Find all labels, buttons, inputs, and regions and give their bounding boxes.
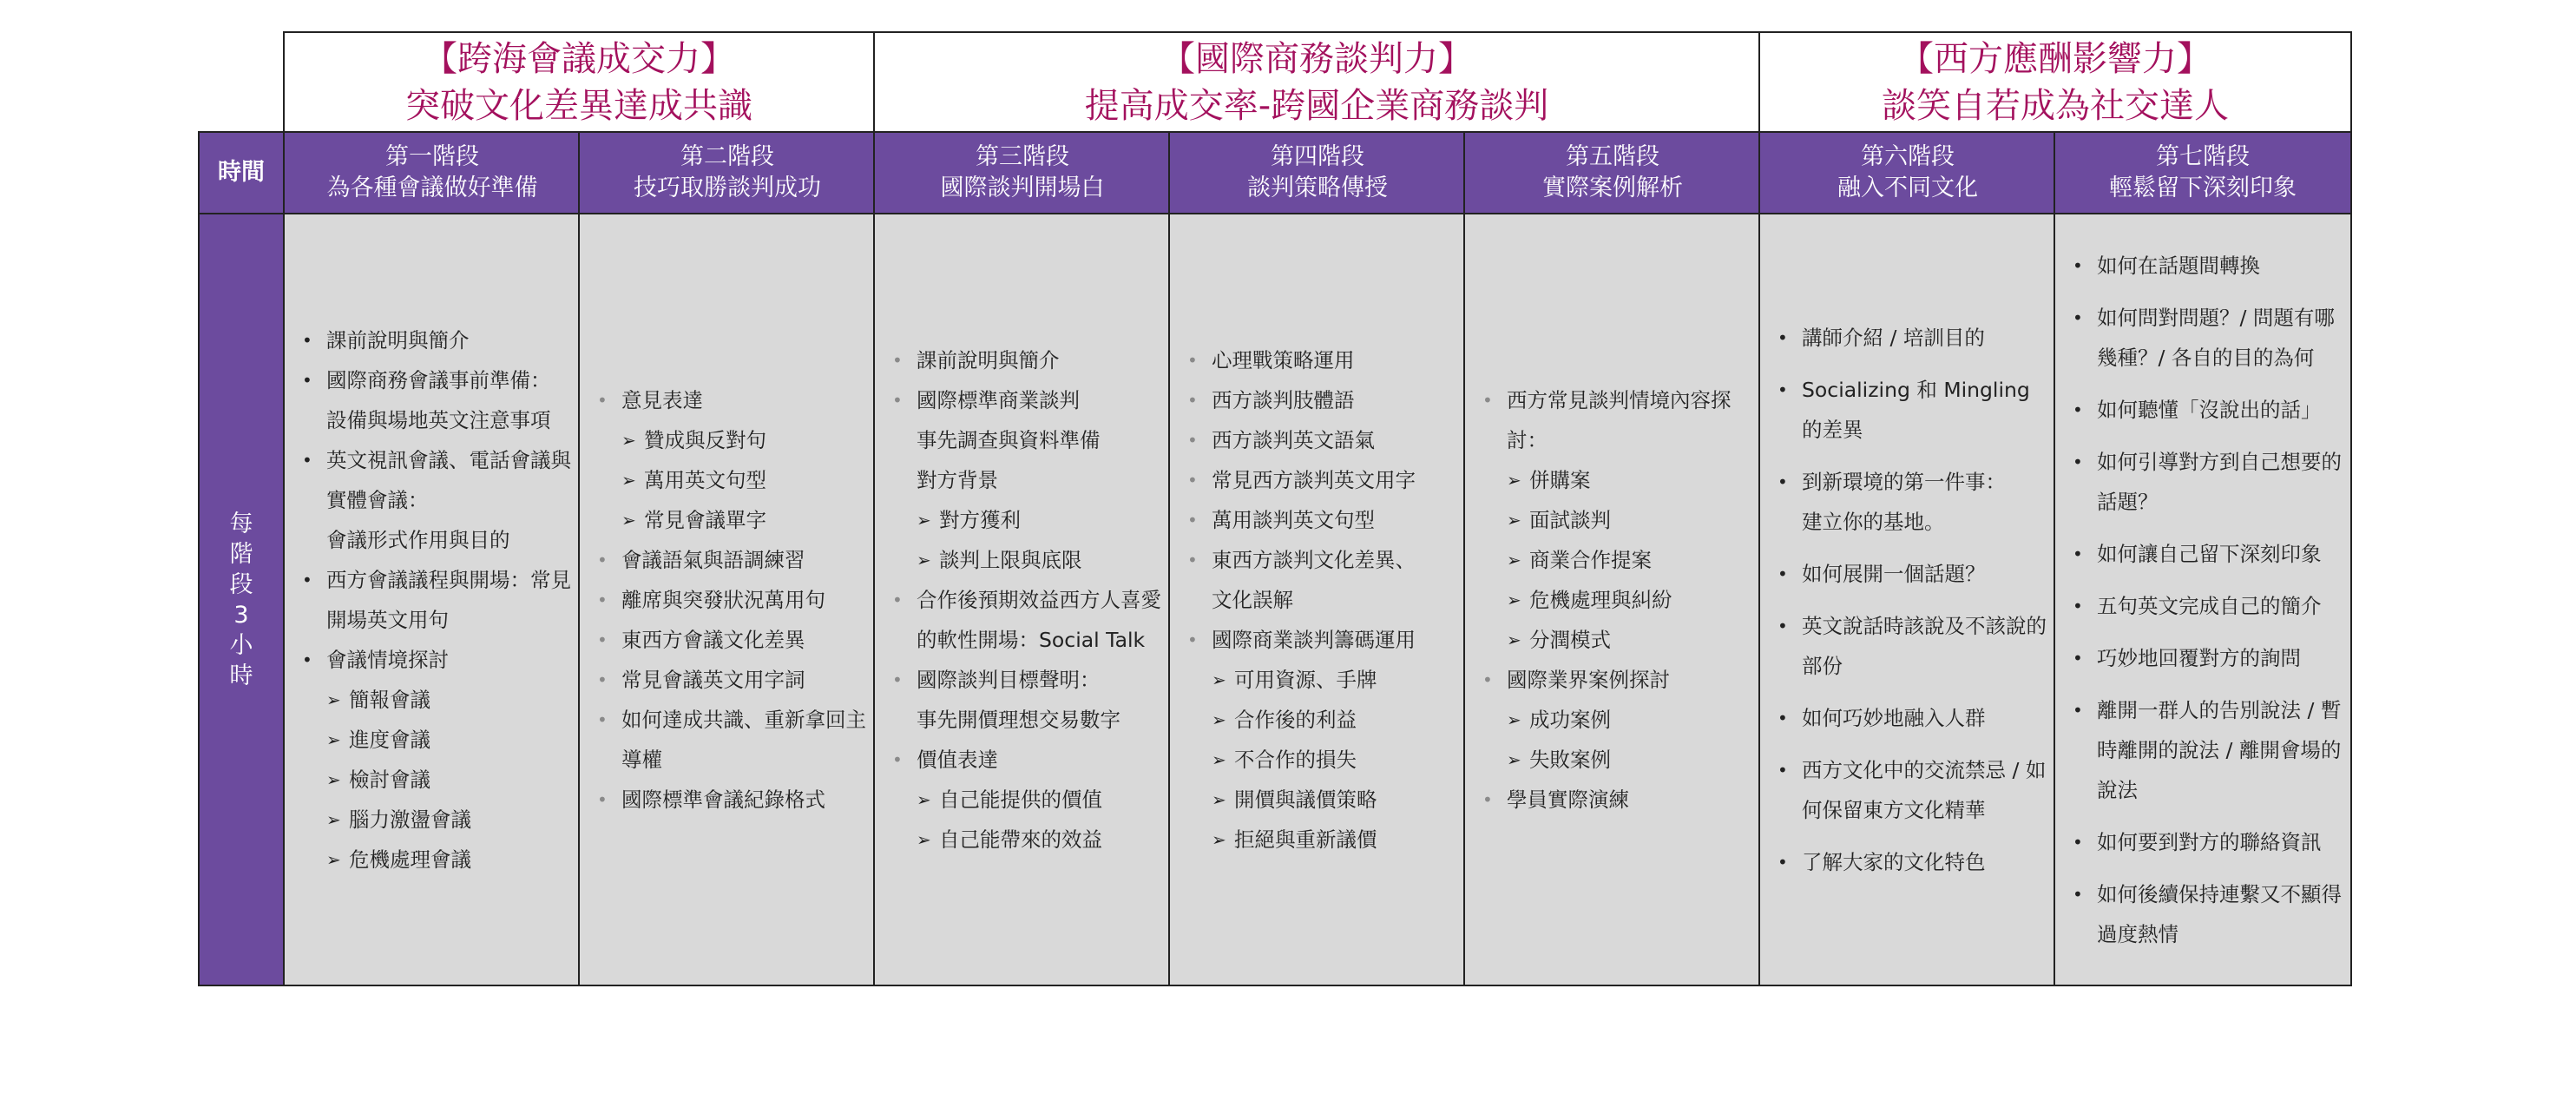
stage-header-6 <box>1758 131 2057 214</box>
bullet-icon: • <box>2073 699 2083 721</box>
stage-title: 第七階段 <box>2156 143 2250 170</box>
stage-subtitle: 輕鬆留下深刻印象 <box>2109 175 2297 201</box>
list-item <box>1482 660 1755 780</box>
group-title: 【跨海會議成交力】 <box>423 38 735 79</box>
list-item <box>1482 380 1755 660</box>
bullet-icon: • <box>1482 389 1493 411</box>
group-header-meeting <box>283 31 875 133</box>
list-item <box>892 740 1165 860</box>
list-item <box>892 660 1165 740</box>
sub-list-item <box>917 500 1165 540</box>
arrow-bullet-icon: ➢ <box>621 469 636 491</box>
list-item <box>1778 554 2050 594</box>
bullet-icon: • <box>1187 509 1198 531</box>
arrow-bullet-icon: ➢ <box>1212 669 1226 690</box>
stage-content-6 <box>1758 213 2057 986</box>
group-subtitle: 提高成交率-跨國企業商務談判 <box>1084 85 1549 126</box>
stage-content-7 <box>2054 213 2352 986</box>
arrow-bullet-icon: ➢ <box>326 689 341 710</box>
bullet-icon: • <box>892 349 903 371</box>
bullet-icon: • <box>1778 851 1788 873</box>
bullet-icon: • <box>2073 883 2083 905</box>
stage-header-4 <box>1168 131 1467 214</box>
list-item <box>302 320 575 360</box>
stage-header-1 <box>283 131 582 214</box>
list-item-text: 如何聽懂「沒說出的話」 <box>2097 397 2322 422</box>
sub-list-item-text: 危機處理與糾紛 <box>1529 587 1672 612</box>
list-item-text: 如何引導對方到自己想要的話題？ <box>2097 449 2342 514</box>
list-item <box>1187 500 1460 540</box>
list-item-text: 如何展開一個話題？ <box>1802 561 1986 586</box>
list-item <box>597 540 870 580</box>
list-item-text: 國際商業談判籌碼運用 <box>1212 627 1416 652</box>
list-item-text: 會議語氣與語調練習 <box>621 547 805 572</box>
bullet-icon: • <box>1778 759 1788 781</box>
sub-list-item-text: 進度會議 <box>349 727 430 752</box>
stage-content-5 <box>1463 213 1762 986</box>
list-item <box>2073 874 2345 954</box>
sub-list-item-text: 不合作的損失 <box>1234 747 1357 772</box>
duration-side-label <box>198 213 285 986</box>
list-item <box>892 340 1165 380</box>
list-item <box>2073 246 2345 286</box>
list-item-text: 國際商務會議事前準備： 設備與場地英文注意事項 <box>326 367 551 432</box>
stage-subtitle: 國際談判開場白 <box>940 175 1105 201</box>
group-subtitle: 談笑自若成為社交達人 <box>1882 85 2229 126</box>
group-header-social <box>1758 31 2352 133</box>
list-item-text: 如何要到對方的聯絡資訊 <box>2097 829 2322 854</box>
sub-list-item <box>1507 580 1755 620</box>
group-header-negotiation <box>873 31 1760 133</box>
stage-content-1 <box>283 213 582 986</box>
list-item-text: 國際業界案例探討 <box>1507 667 1670 692</box>
sub-list-item <box>1212 700 1460 740</box>
bullet-icon: • <box>2073 306 2083 328</box>
sub-list-item-text: 談判上限與底限 <box>939 547 1082 572</box>
sub-list-item-text: 危機處理會議 <box>349 847 471 872</box>
bullet-icon: • <box>302 329 312 351</box>
course-schedule-table <box>198 31 2352 986</box>
stage-content-2 <box>578 213 877 986</box>
sub-list-item <box>326 800 575 840</box>
sub-list-item-text: 合作後的利益 <box>1234 707 1357 732</box>
arrow-bullet-icon: ➢ <box>326 848 341 870</box>
sub-list-item-text: 腦力激盪會議 <box>349 807 471 832</box>
bullet-icon: • <box>597 708 608 730</box>
bullet-icon: • <box>892 748 903 770</box>
sub-list-item <box>621 460 870 500</box>
sub-list-item-text: 簡報會議 <box>349 687 430 712</box>
bullet-icon: • <box>2073 595 2083 616</box>
arrow-bullet-icon: ➢ <box>917 828 931 850</box>
list-item-text: 離開一群人的告別說法 / 暫時離開的說法 / 離開會場的說法 <box>2097 697 2342 802</box>
list-item <box>2073 534 2345 574</box>
list-item-text: 英文說話時該說及不該說的部份 <box>1802 613 2047 678</box>
sub-list-item <box>1212 820 1460 860</box>
sub-list-item-text: 併購案 <box>1529 467 1591 492</box>
list-item <box>597 620 870 660</box>
list-item <box>2073 822 2345 862</box>
sub-list-item-text: 可用資源、手牌 <box>1234 667 1377 692</box>
list-item <box>1778 606 2050 686</box>
bullet-icon: • <box>1187 429 1198 451</box>
list-item-text: 萬用談判英文句型 <box>1212 507 1375 532</box>
arrow-bullet-icon: ➢ <box>1507 549 1521 570</box>
bullet-icon: • <box>302 569 312 590</box>
sub-list-item <box>1507 700 1755 740</box>
list-item <box>2073 638 2345 678</box>
sub-list-item-text: 分潤模式 <box>1529 627 1611 652</box>
list-item-text: 如何後續保持連繫又不顯得過度熱情 <box>2097 881 2342 946</box>
arrow-bullet-icon: ➢ <box>326 768 341 790</box>
bullet-icon: • <box>2073 647 2083 669</box>
sub-list-item <box>1507 740 1755 780</box>
bullet-icon: • <box>1187 629 1198 650</box>
bullet-icon: • <box>597 669 608 690</box>
list-item <box>2073 690 2345 810</box>
stage-subtitle: 談判策略傳授 <box>1247 175 1388 201</box>
list-item <box>597 580 870 620</box>
stage-content-3 <box>873 213 1172 986</box>
bullet-icon: • <box>892 589 903 610</box>
list-item <box>1187 540 1460 620</box>
list-item-text: 西方談判英文語氣 <box>1212 427 1375 452</box>
arrow-bullet-icon: ➢ <box>1507 509 1521 531</box>
list-item <box>1778 462 2050 542</box>
sub-list-item-text: 失敗案例 <box>1529 747 1611 772</box>
stage-title: 第五階段 <box>1566 143 1659 170</box>
bullet-icon: • <box>597 389 608 411</box>
list-item <box>1778 698 2050 738</box>
arrow-bullet-icon: ➢ <box>326 808 341 830</box>
arrow-bullet-icon: ➢ <box>621 429 636 451</box>
stage-title: 第二階段 <box>680 143 774 170</box>
stage-subtitle: 融入不同文化 <box>1837 175 1978 201</box>
list-item-text: 五句英文完成自己的簡介 <box>2097 593 2322 618</box>
list-item-text: 離席與突發狀況萬用句 <box>621 587 825 612</box>
sub-list-item-text: 面試談判 <box>1529 507 1611 532</box>
sub-list-item-text: 商業合作提案 <box>1529 547 1652 572</box>
bullet-icon: • <box>892 669 903 690</box>
list-item-text: 英文視訊會議、電話會議與實體會議： 會議形式作用與目的 <box>326 447 571 552</box>
list-item-text: 如何達成共識、重新拿回主導權 <box>621 707 866 772</box>
bullet-icon: • <box>597 549 608 570</box>
arrow-bullet-icon: ➢ <box>1507 748 1521 770</box>
bullet-icon: • <box>302 649 312 670</box>
list-item <box>2073 586 2345 626</box>
group-subtitle: 突破文化差異達成共識 <box>405 85 752 126</box>
sub-list-item-text: 開價與議價策略 <box>1234 787 1377 812</box>
arrow-bullet-icon: ➢ <box>917 788 931 810</box>
stage-title: 第三階段 <box>976 143 1069 170</box>
arrow-bullet-icon: ➢ <box>1212 708 1226 730</box>
list-item-text: 巧妙地回覆對方的詢問 <box>2097 645 2301 670</box>
arrow-bullet-icon: ➢ <box>621 509 636 531</box>
list-item-text: 講師介紹 / 培訓目的 <box>1802 325 1985 350</box>
arrow-bullet-icon: ➢ <box>1507 629 1521 650</box>
bullet-icon: • <box>597 629 608 650</box>
sub-list-item <box>1507 540 1755 580</box>
list-item <box>1778 318 2050 358</box>
stage-header-3 <box>873 131 1172 214</box>
list-item <box>302 640 575 880</box>
list-item <box>1482 780 1755 820</box>
stage-subtitle: 技巧取勝談判成功 <box>634 175 821 201</box>
bullet-icon: • <box>1778 563 1788 584</box>
stage-subtitle: 為各種會議做好準備 <box>326 175 538 201</box>
list-item <box>1187 340 1460 380</box>
list-item-text: 常見會議英文用字詞 <box>621 667 805 692</box>
sub-list-item-text: 萬用英文句型 <box>644 467 766 492</box>
stage-header-7 <box>2054 131 2352 214</box>
stage-header-2 <box>578 131 877 214</box>
list-item-text: 課前說明與簡介 <box>326 327 470 353</box>
list-item <box>1187 460 1460 500</box>
list-item <box>2073 442 2345 522</box>
arrow-bullet-icon: ➢ <box>1507 708 1521 730</box>
stage-subtitle: 實際案例解析 <box>1542 175 1683 201</box>
bullet-icon: • <box>302 369 312 391</box>
list-item <box>1778 370 2050 450</box>
sub-list-item <box>1212 780 1460 820</box>
list-item-text: 如何問對問題？/ 問題有哪幾種？/ 各自的目的為何 <box>2097 305 2335 370</box>
list-item-text: 會議情境探討 <box>326 647 449 672</box>
stage-content-4 <box>1168 213 1467 986</box>
sub-list-item-text: 自己能提供的價值 <box>939 787 1102 812</box>
bullet-icon: • <box>2073 399 2083 420</box>
bullet-icon: • <box>892 389 903 411</box>
bullet-icon: • <box>1187 389 1198 411</box>
bullet-icon: • <box>1187 349 1198 371</box>
list-item-text: 心理戰策略運用 <box>1212 347 1355 372</box>
list-item-text: 西方文化中的交流禁忌 / 如何保留東方文化精華 <box>1802 757 2047 822</box>
list-item <box>302 360 575 440</box>
list-item-text: 西方常見談判情境內容探討： <box>1507 387 1732 452</box>
arrow-bullet-icon: ➢ <box>1212 828 1226 850</box>
sub-list-item-text: 自己能帶來的效益 <box>939 827 1102 852</box>
list-item-text: 東西方會議文化差異 <box>621 627 805 652</box>
sub-list-item <box>326 680 575 720</box>
sub-list-item <box>1507 620 1755 660</box>
group-title: 【西方應酬影響力】 <box>1899 38 2211 79</box>
sub-list-item <box>1212 660 1460 700</box>
duration-label-text: 每階段3小時 <box>229 510 253 689</box>
sub-list-item <box>621 420 870 460</box>
list-item-text: 學員實際演練 <box>1507 787 1629 812</box>
group-title: 【國際商務談判力】 <box>1160 38 1473 79</box>
list-item-text: 價值表達 <box>917 747 998 772</box>
bullet-icon: • <box>1482 788 1493 810</box>
stage-header-5 <box>1463 131 1762 214</box>
bullet-icon: • <box>1187 549 1198 570</box>
list-item-text: 意見表達 <box>621 387 703 412</box>
list-item-text: 課前說明與簡介 <box>917 347 1060 372</box>
list-item <box>892 380 1165 580</box>
list-item-text: 常見西方談判英文用字 <box>1212 467 1416 492</box>
list-item <box>2073 390 2345 430</box>
list-item-text: 東西方談判文化差異、 文化誤解 <box>1212 547 1416 612</box>
list-item <box>1778 750 2050 830</box>
sub-list-item-text: 贊成與反對句 <box>644 427 766 452</box>
stage-title: 第六階段 <box>1861 143 1955 170</box>
list-item <box>597 700 870 780</box>
sub-list-item <box>1507 460 1755 500</box>
time-header-label: 時間 <box>218 159 265 186</box>
stage-title: 第一階段 <box>385 143 479 170</box>
sub-list-item-text: 成功案例 <box>1529 707 1611 732</box>
time-column-header <box>198 131 285 214</box>
arrow-bullet-icon: ➢ <box>917 509 931 531</box>
arrow-bullet-icon: ➢ <box>917 549 931 570</box>
list-item-text: 到新環境的第一件事： 建立你的基地。 <box>1802 469 2006 534</box>
stage-title: 第四階段 <box>1271 143 1364 170</box>
sub-list-item <box>1507 500 1755 540</box>
bullet-icon: • <box>1778 615 1788 636</box>
list-item-text: 了解大家的文化特色 <box>1802 849 1986 874</box>
sub-list-item <box>917 540 1165 580</box>
list-item <box>1778 842 2050 882</box>
list-item <box>597 380 870 540</box>
list-item-text: 合作後預期效益西方人喜愛的軟性開場：Social Talk <box>917 587 1161 652</box>
list-item <box>1187 620 1460 860</box>
list-item <box>302 440 575 560</box>
arrow-bullet-icon: ➢ <box>1212 788 1226 810</box>
list-item-text: 國際標準商業談判 事先調查與資料準備 對方背景 <box>917 387 1101 492</box>
bullet-icon: • <box>302 449 312 471</box>
bullet-icon: • <box>1778 707 1788 728</box>
list-item-text: 如何在話題間轉換 <box>2097 253 2260 278</box>
bullet-icon: • <box>597 589 608 610</box>
list-item <box>597 780 870 820</box>
bullet-icon: • <box>1482 669 1493 690</box>
bullet-icon: • <box>1778 471 1788 492</box>
sub-list-item <box>326 840 575 880</box>
bullet-icon: • <box>1187 469 1198 491</box>
sub-list-item-text: 檢討會議 <box>349 767 430 792</box>
sub-list-item <box>1212 740 1460 780</box>
list-item <box>1187 380 1460 420</box>
sub-list-item <box>917 820 1165 860</box>
list-item <box>1187 420 1460 460</box>
arrow-bullet-icon: ➢ <box>1507 469 1521 491</box>
list-item <box>892 580 1165 660</box>
list-item-text: Socializing 和 Mingling 的差異 <box>1802 377 2030 442</box>
sub-list-item <box>621 500 870 540</box>
sub-list-item <box>326 720 575 760</box>
bullet-icon: • <box>2073 543 2083 564</box>
arrow-bullet-icon: ➢ <box>1507 589 1521 610</box>
sub-list-item-text: 拒絕與重新議價 <box>1234 827 1377 852</box>
sub-list-item <box>917 780 1165 820</box>
list-item-text: 國際標準會議紀錄格式 <box>621 787 825 812</box>
list-item-text: 如何讓自己留下深刻印象 <box>2097 541 2322 566</box>
sub-list-item-text: 常見會議單字 <box>644 507 766 532</box>
list-item <box>2073 298 2345 378</box>
list-item <box>302 560 575 640</box>
list-item-text: 西方會議議程與開場：常見開場英文用句 <box>326 567 571 632</box>
bullet-icon: • <box>1778 379 1788 400</box>
sub-list-item-text: 對方獲利 <box>939 507 1021 532</box>
list-item-text: 如何巧妙地融入人群 <box>1802 705 1986 730</box>
list-item-text: 西方談判肢體語 <box>1212 387 1355 412</box>
sub-list-item <box>326 760 575 800</box>
list-item <box>597 660 870 700</box>
bullet-icon: • <box>1778 326 1788 348</box>
arrow-bullet-icon: ➢ <box>326 728 341 750</box>
arrow-bullet-icon: ➢ <box>1212 748 1226 770</box>
bullet-icon: • <box>2073 451 2083 472</box>
bullet-icon: • <box>2073 254 2083 276</box>
list-item-text: 國際談判目標聲明： 事先開價理想交易數字 <box>917 667 1120 732</box>
bullet-icon: • <box>597 788 608 810</box>
bullet-icon: • <box>2073 831 2083 853</box>
